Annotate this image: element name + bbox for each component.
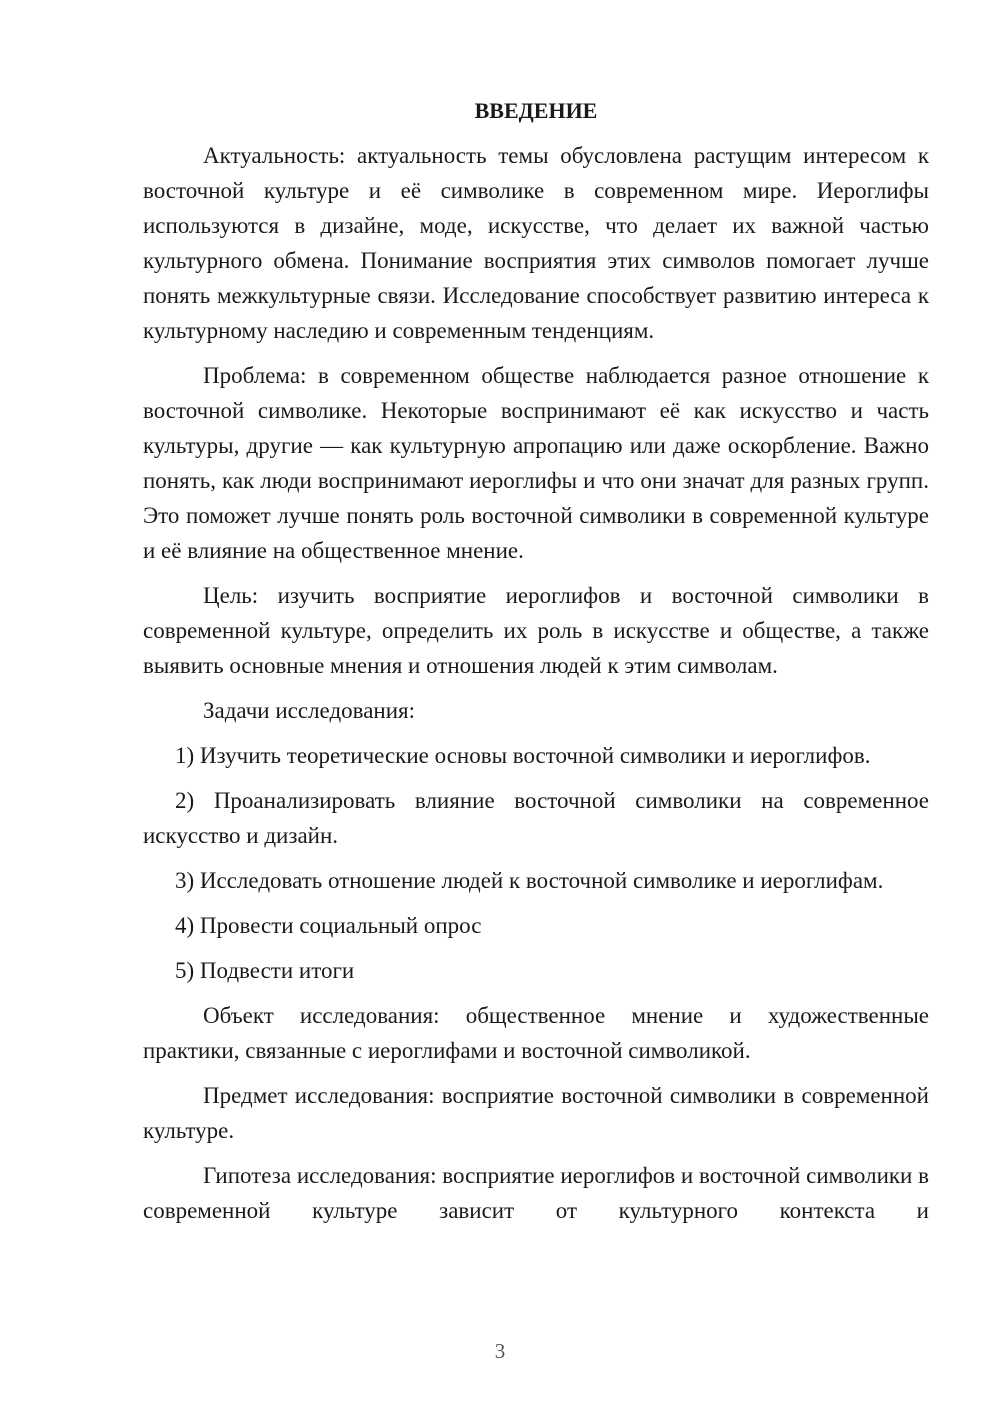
- task-item-2: 2) Проанализировать влияние восточной символики на современное искусство и дизайн.: [143, 788, 929, 848]
- paragraph-relevance: Актуальность: актуальность темы обусловлена растущим интересом к восточной культуре и её символике в современном мире. Иероглифы используются в дизайне, моде, искусстве, что делает их важной частью культурного обмена. Понимание восприятия этих символов помогает лучше понять межкультурные связи. Исследование способствует развитию интереса к культурному наследию и современным тенденциям.: [143, 143, 929, 343]
- paragraph-subject: Предмет исследования: восприятие восточной символики в современной культуре.: [143, 1083, 929, 1143]
- task-item-1: 1) Изучить теоретические основы восточной символики и иероглифов.: [175, 743, 871, 768]
- page-number: 3: [494, 1339, 506, 1363]
- section-heading: ВВЕДЕНИЕ: [474, 98, 598, 123]
- task-item-5: 5) Подвести итоги: [175, 958, 355, 983]
- tasks-title: Задачи исследования:: [203, 698, 416, 723]
- paragraph-problem: Проблема: в современном обществе наблюдается разное отношение к восточной символике. Некоторые воспринимают её как искусство и часть культуры, другие — как культурную апропацию или даже оскорбление. Важно понять, как люди воспринимают иероглифы и что они значат для разных групп. Это поможет лучше понять роль восточной символики в современной культуре и её влияние на общественное мнение.: [143, 363, 929, 563]
- paragraph-object: Объект исследования: общественное мнение и художественные практики, связанные с иероглифами и восточной символикой.: [143, 1003, 929, 1063]
- task-item-3: 3) Исследовать отношение людей к восточной символике и иероглифам.: [175, 868, 884, 893]
- paragraph-hypothesis: Гипотеза исследования: восприятие иероглифов и восточной символики в современной культуре зависит от культурного контекста и: [143, 1163, 929, 1223]
- task-item-4: 4) Провести социальный опрос: [175, 913, 482, 938]
- paragraph-goal: Цель: изучить восприятие иероглифов и восточной символики в современной культуре, определить их роль в искусстве и обществе, а также выявить основные мнения и отношения людей к этим символам.: [143, 583, 929, 678]
- page-content: [143, 93, 929, 1228]
